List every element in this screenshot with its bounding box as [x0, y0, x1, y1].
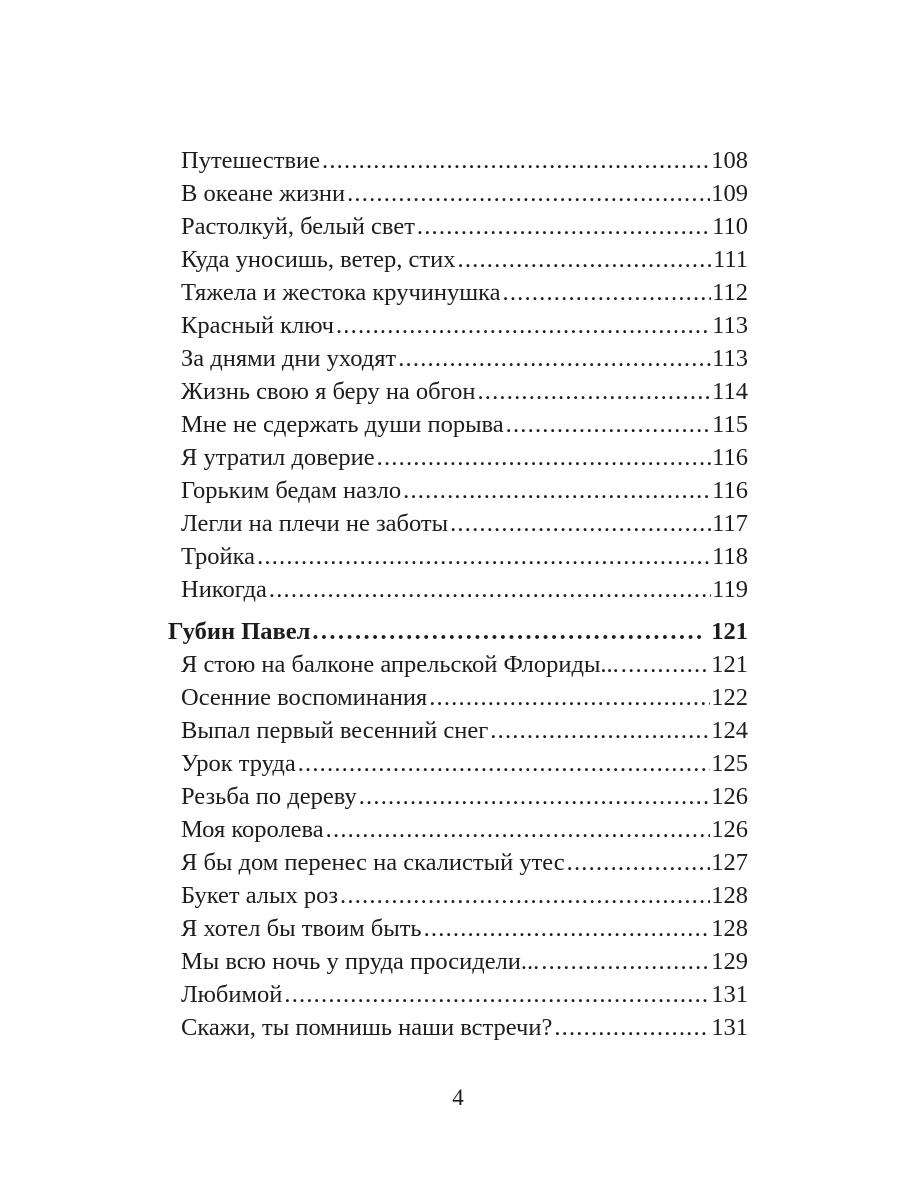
- toc-row: [168, 507, 748, 540]
- toc-entry-title: Я утратил доверие: [181, 444, 375, 471]
- toc-row: [168, 573, 748, 606]
- toc-entry-title: Букет алых роз: [181, 882, 339, 909]
- dot-leader: [503, 276, 712, 309]
- toc-entry-title: Моя королева: [181, 816, 324, 843]
- toc-entry-title: Куда уносишь, ветер, стих: [181, 246, 456, 273]
- toc-entry-page: 131: [711, 1014, 748, 1041]
- dot-leader: [284, 978, 710, 1011]
- toc-entry-page: 126: [711, 816, 748, 843]
- dot-leader: [398, 342, 711, 375]
- toc-row: [168, 846, 748, 879]
- table-of-contents: [168, 144, 748, 1044]
- toc-entry-page: 115: [712, 411, 748, 438]
- dot-leader: [347, 177, 710, 210]
- toc-row: [168, 474, 748, 507]
- dot-leader: [377, 441, 712, 474]
- toc-entry-page: 118: [712, 543, 748, 570]
- dot-leader: [322, 144, 710, 177]
- toc-entry-page: 124: [711, 717, 748, 744]
- dot-leader: [424, 912, 711, 945]
- toc-entry-page: 114: [712, 378, 748, 405]
- toc-row: [168, 780, 748, 813]
- toc-row: [168, 681, 748, 714]
- toc-row: [168, 978, 748, 1011]
- toc-entry-title: Я хотел бы твоим быть: [181, 915, 422, 942]
- toc-entry-page: 129: [711, 948, 748, 975]
- toc-entry-page: 109: [711, 180, 748, 207]
- toc-entry-page: 113: [712, 312, 748, 339]
- toc-row: [168, 177, 748, 210]
- toc-entry-page: 128: [711, 915, 748, 942]
- toc-entry-page: 122: [711, 684, 748, 711]
- dot-leader: [359, 780, 711, 813]
- toc-row: [168, 912, 748, 945]
- dot-leader: [257, 540, 711, 573]
- toc-entry-page: 113: [712, 345, 748, 372]
- toc-entry-page: 128: [711, 882, 748, 909]
- toc-entry-title: За днями дни уходят: [181, 345, 397, 372]
- toc-entry-title: Путешествие: [181, 147, 321, 174]
- dot-leader: [298, 747, 711, 780]
- toc-entry-page: 116: [712, 477, 748, 504]
- toc-entry-title: Никогда: [181, 576, 267, 603]
- toc-entry-title: Осенние воспоминания: [181, 684, 428, 711]
- toc-entry-page: 121: [711, 651, 748, 678]
- toc-section-row: [168, 615, 748, 648]
- dot-leader: [326, 813, 711, 846]
- toc-entry-title: Любимой: [181, 981, 283, 1008]
- toc-entry-page: 127: [711, 849, 748, 876]
- toc-row: [168, 648, 748, 681]
- dot-leader: [477, 375, 711, 408]
- dot-leader: [269, 573, 711, 606]
- toc-entry-title: Мне не сдержать души порыва: [181, 411, 504, 438]
- toc-entry-page: 111: [713, 246, 748, 273]
- toc-row: [168, 375, 748, 408]
- toc-entry-page: 116: [712, 444, 748, 471]
- toc-entry-page: 121: [711, 618, 748, 645]
- toc-entry-title: Красный ключ: [181, 312, 334, 339]
- dot-leader: [429, 681, 710, 714]
- toc-row: [168, 276, 748, 309]
- toc-entry-page: 108: [711, 147, 748, 174]
- dot-leader: [403, 474, 711, 507]
- toc-entry-page: 125: [711, 750, 748, 777]
- dot-leader: [554, 1011, 710, 1044]
- toc-row: [168, 747, 748, 780]
- toc-entry-title: В океане жизни: [181, 180, 346, 207]
- toc-entry-title: Я бы дом перенес на скалистый утес: [181, 849, 565, 876]
- dot-leader: [340, 879, 710, 912]
- toc-entry-page: 110: [712, 213, 748, 240]
- toc-row: [168, 714, 748, 747]
- toc-row: [168, 243, 748, 276]
- dot-leader: [506, 408, 712, 441]
- toc-row: [168, 342, 748, 375]
- dot-leader: [567, 846, 711, 879]
- toc-entry-page: 112: [712, 279, 748, 306]
- toc-entry-title: Губин Павел: [168, 618, 311, 645]
- toc-row: [168, 144, 748, 177]
- toc-entry-title: Горьким бедам назло: [181, 477, 402, 504]
- toc-entry-title: Жизнь свою я беру на обгон: [181, 378, 476, 405]
- toc-row: [168, 1011, 748, 1044]
- toc-entry-title: Я стою на балконе апрельской Флориды...: [181, 651, 619, 678]
- toc-entry-title: Мы всю ночь у пруда просидели...: [181, 948, 540, 975]
- toc-entry-page: 119: [712, 576, 748, 603]
- toc-row: [168, 945, 748, 978]
- toc-entry-title: Резьба по дереву: [181, 783, 357, 810]
- toc-entry-page: 131: [711, 981, 748, 1008]
- toc-row: [168, 309, 748, 342]
- dot-leader: [336, 309, 711, 342]
- toc-entry-page: 117: [712, 510, 748, 537]
- toc-row: [168, 879, 748, 912]
- toc-entry-page: 126: [711, 783, 748, 810]
- dot-leader: [312, 615, 704, 648]
- toc-row: [168, 210, 748, 243]
- dot-leader: [490, 714, 710, 747]
- toc-entry-title: Скажи, ты помнишь наши встречи?: [181, 1014, 553, 1041]
- toc-row: [168, 813, 748, 846]
- toc-row: [168, 540, 748, 573]
- toc-entry-title: Урок труда: [181, 750, 296, 777]
- toc-entry-title: Тяжела и жестока кручинушка: [181, 279, 501, 306]
- toc-entry-title: Растолкуй, белый свет: [181, 213, 415, 240]
- toc-entry-title: Легли на плечи не заботы: [181, 510, 449, 537]
- toc-entry-title: Выпал первый весенний снег: [181, 717, 489, 744]
- toc-row: [168, 408, 748, 441]
- dot-leader: [621, 648, 710, 681]
- dot-leader: [417, 210, 711, 243]
- toc-row: [168, 441, 748, 474]
- dot-leader: [458, 243, 713, 276]
- dot-leader: [541, 945, 710, 978]
- footer-page-number: 4: [452, 1085, 464, 1110]
- dot-leader: [450, 507, 711, 540]
- toc-entry-title: Тройка: [181, 543, 256, 570]
